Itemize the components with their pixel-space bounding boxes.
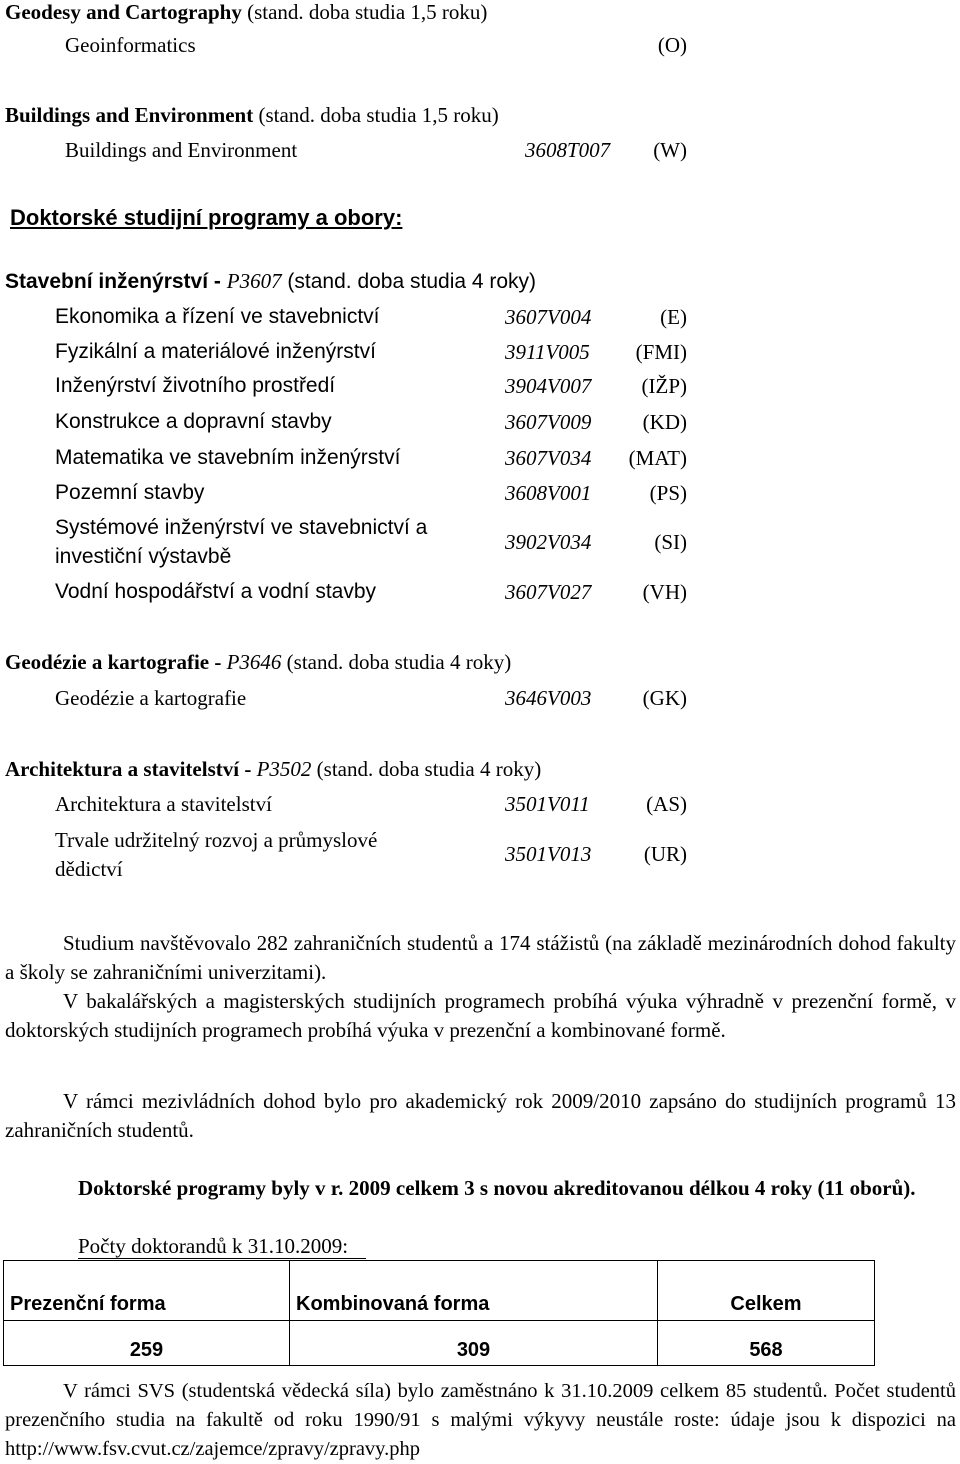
field-abbr: (E) xyxy=(660,305,687,329)
paragraph-svs: V rámci SVS (studentská vědecká síla) bylo zaměstnáno k 31.10.2009 celkem 85 studentů. Počet studentů prezenčního studia na fakultě od roku 1990/91 s malými výkyvy neustále roste: údaje jsou k dispozici na http://www.fsv.cvut.cz/zajemce/zpravy/zpravy.php xyxy=(5,1380,956,1460)
field-abbr: (PS) xyxy=(649,481,687,505)
program-name: Stavební inženýrství xyxy=(5,270,209,293)
field-abbr: (GK) xyxy=(642,686,687,710)
field-code: 3501V011 xyxy=(505,792,590,816)
field-name: Vodní hospodářství a vodní stavby xyxy=(55,580,377,603)
table-cell: 259 xyxy=(4,1321,290,1366)
field-code: 3501V013 xyxy=(505,842,592,866)
field-name: Geoinformatics xyxy=(65,33,196,57)
field-name: Ekonomika a řízení ve stavebnictví xyxy=(55,305,380,328)
program-heading xyxy=(5,269,536,294)
field-code: 3646V003 xyxy=(505,686,592,710)
field-abbr: (SI) xyxy=(654,530,687,554)
table-header-cell: Kombinovaná forma xyxy=(290,1261,658,1321)
program-dash: - xyxy=(209,650,227,674)
field-name-line2: dědictví xyxy=(55,857,123,881)
field-abbr: (MAT) xyxy=(628,446,687,470)
field-code: 3607V009 xyxy=(505,410,592,434)
program-heading-buildings xyxy=(5,103,499,127)
field-abbr: (W) xyxy=(653,138,687,162)
program-name: Buildings and Environment xyxy=(5,103,254,127)
table-caption: Počty doktorandů k 31.10.2009: xyxy=(78,1234,366,1259)
program-name: Geodesy and Cartography xyxy=(5,0,242,24)
field-name: Buildings and Environment xyxy=(65,138,298,162)
program-code: P3502 xyxy=(256,757,312,781)
doctoral-count-table xyxy=(3,1260,875,1366)
field-abbr: (FMI) xyxy=(635,340,687,364)
field-code: 3607V004 xyxy=(505,305,592,329)
field-name: Fyzikální a materiálové inženýrství xyxy=(55,340,376,363)
program-duration: (stand. doba studia 4 roky) xyxy=(281,270,537,293)
program-duration: (stand. doba studia 1,5 roku) xyxy=(241,0,488,24)
field-name: Inženýrství životního prostředí xyxy=(55,374,336,397)
program-code: P3607 xyxy=(226,269,282,293)
paragraph-intergovernmental: V rámci mezivládních dohod bylo pro akademický rok 2009/2010 zapsáno do studijních programů 13 zahraničních studentů. xyxy=(5,1089,956,1142)
field-abbr: (O) xyxy=(657,33,687,57)
program-dash: - xyxy=(208,270,227,293)
program-name: Geodézie a kartografie xyxy=(5,650,210,674)
field-code: 3607V034 xyxy=(505,446,592,470)
field-abbr: (VH) xyxy=(642,580,687,604)
field-name-line1: Systémové inženýrství ve stavebnictví a xyxy=(55,516,428,539)
field-name: Matematika ve stavebním inženýrství xyxy=(55,446,401,469)
field-name: Pozemní stavby xyxy=(55,481,205,504)
field-abbr: (AS) xyxy=(646,792,687,816)
field-name-line2: investiční výstavbě xyxy=(55,545,232,568)
field-name: Geodézie a kartografie xyxy=(55,686,247,710)
program-duration: (stand. doba studia 4 roky) xyxy=(311,757,542,781)
field-code: 3904V007 xyxy=(505,374,592,398)
field-name: Architektura a stavitelství xyxy=(55,792,272,816)
field-code: 3608T007 xyxy=(525,138,611,162)
program-duration: (stand. doba studia 4 roky) xyxy=(281,650,512,674)
program-name: Architektura a stavitelství xyxy=(5,757,240,781)
program-code: P3646 xyxy=(226,650,282,674)
table-row xyxy=(4,1321,875,1366)
field-abbr: (UR) xyxy=(643,842,687,866)
field-code: 3608V001 xyxy=(505,481,592,505)
paragraph-doctoral-note: Doktorské programy byly v r. 2009 celkem 3 s novou akreditovanou délkou 4 roky (11 oborů). xyxy=(78,1176,916,1200)
field-name-line1: Trvale udržitelný rozvoj a průmyslové xyxy=(55,828,378,852)
paragraph-study-forms: V bakalářských a magisterských studijních programech probíhá výuka výhradně v prezenční formě, v doktorských studijních programech probíhá výuka v prezenční a kombinované formě. xyxy=(5,989,956,1042)
field-code: 3607V027 xyxy=(505,580,592,604)
section-heading-doctoral: Doktorské studijní programy a obory: xyxy=(10,205,403,230)
table-header-cell: Prezenční forma xyxy=(4,1261,290,1321)
table-header-cell: Celkem xyxy=(658,1261,875,1321)
program-heading xyxy=(5,650,511,674)
field-abbr: (IŽP) xyxy=(641,374,687,398)
program-heading xyxy=(5,757,541,781)
paragraph-foreign-students: Studium navštěvovalo 282 zahraničních studentů a 174 stážistů (na základě mezinárodních dohod fakulty a školy se zahraničními univerzitami). xyxy=(5,931,956,984)
table-header-row xyxy=(4,1261,875,1321)
field-code: 3902V034 xyxy=(505,530,592,554)
field-code: 3911V005 xyxy=(505,340,590,364)
program-duration: (stand. doba studia 1,5 roku) xyxy=(253,103,499,127)
program-dash: - xyxy=(239,757,257,781)
program-heading-geodesy xyxy=(5,0,487,24)
field-abbr: (KD) xyxy=(642,410,687,434)
table-cell: 568 xyxy=(658,1321,875,1366)
table-cell: 309 xyxy=(290,1321,658,1366)
field-name: Konstrukce a dopravní stavby xyxy=(55,410,332,433)
